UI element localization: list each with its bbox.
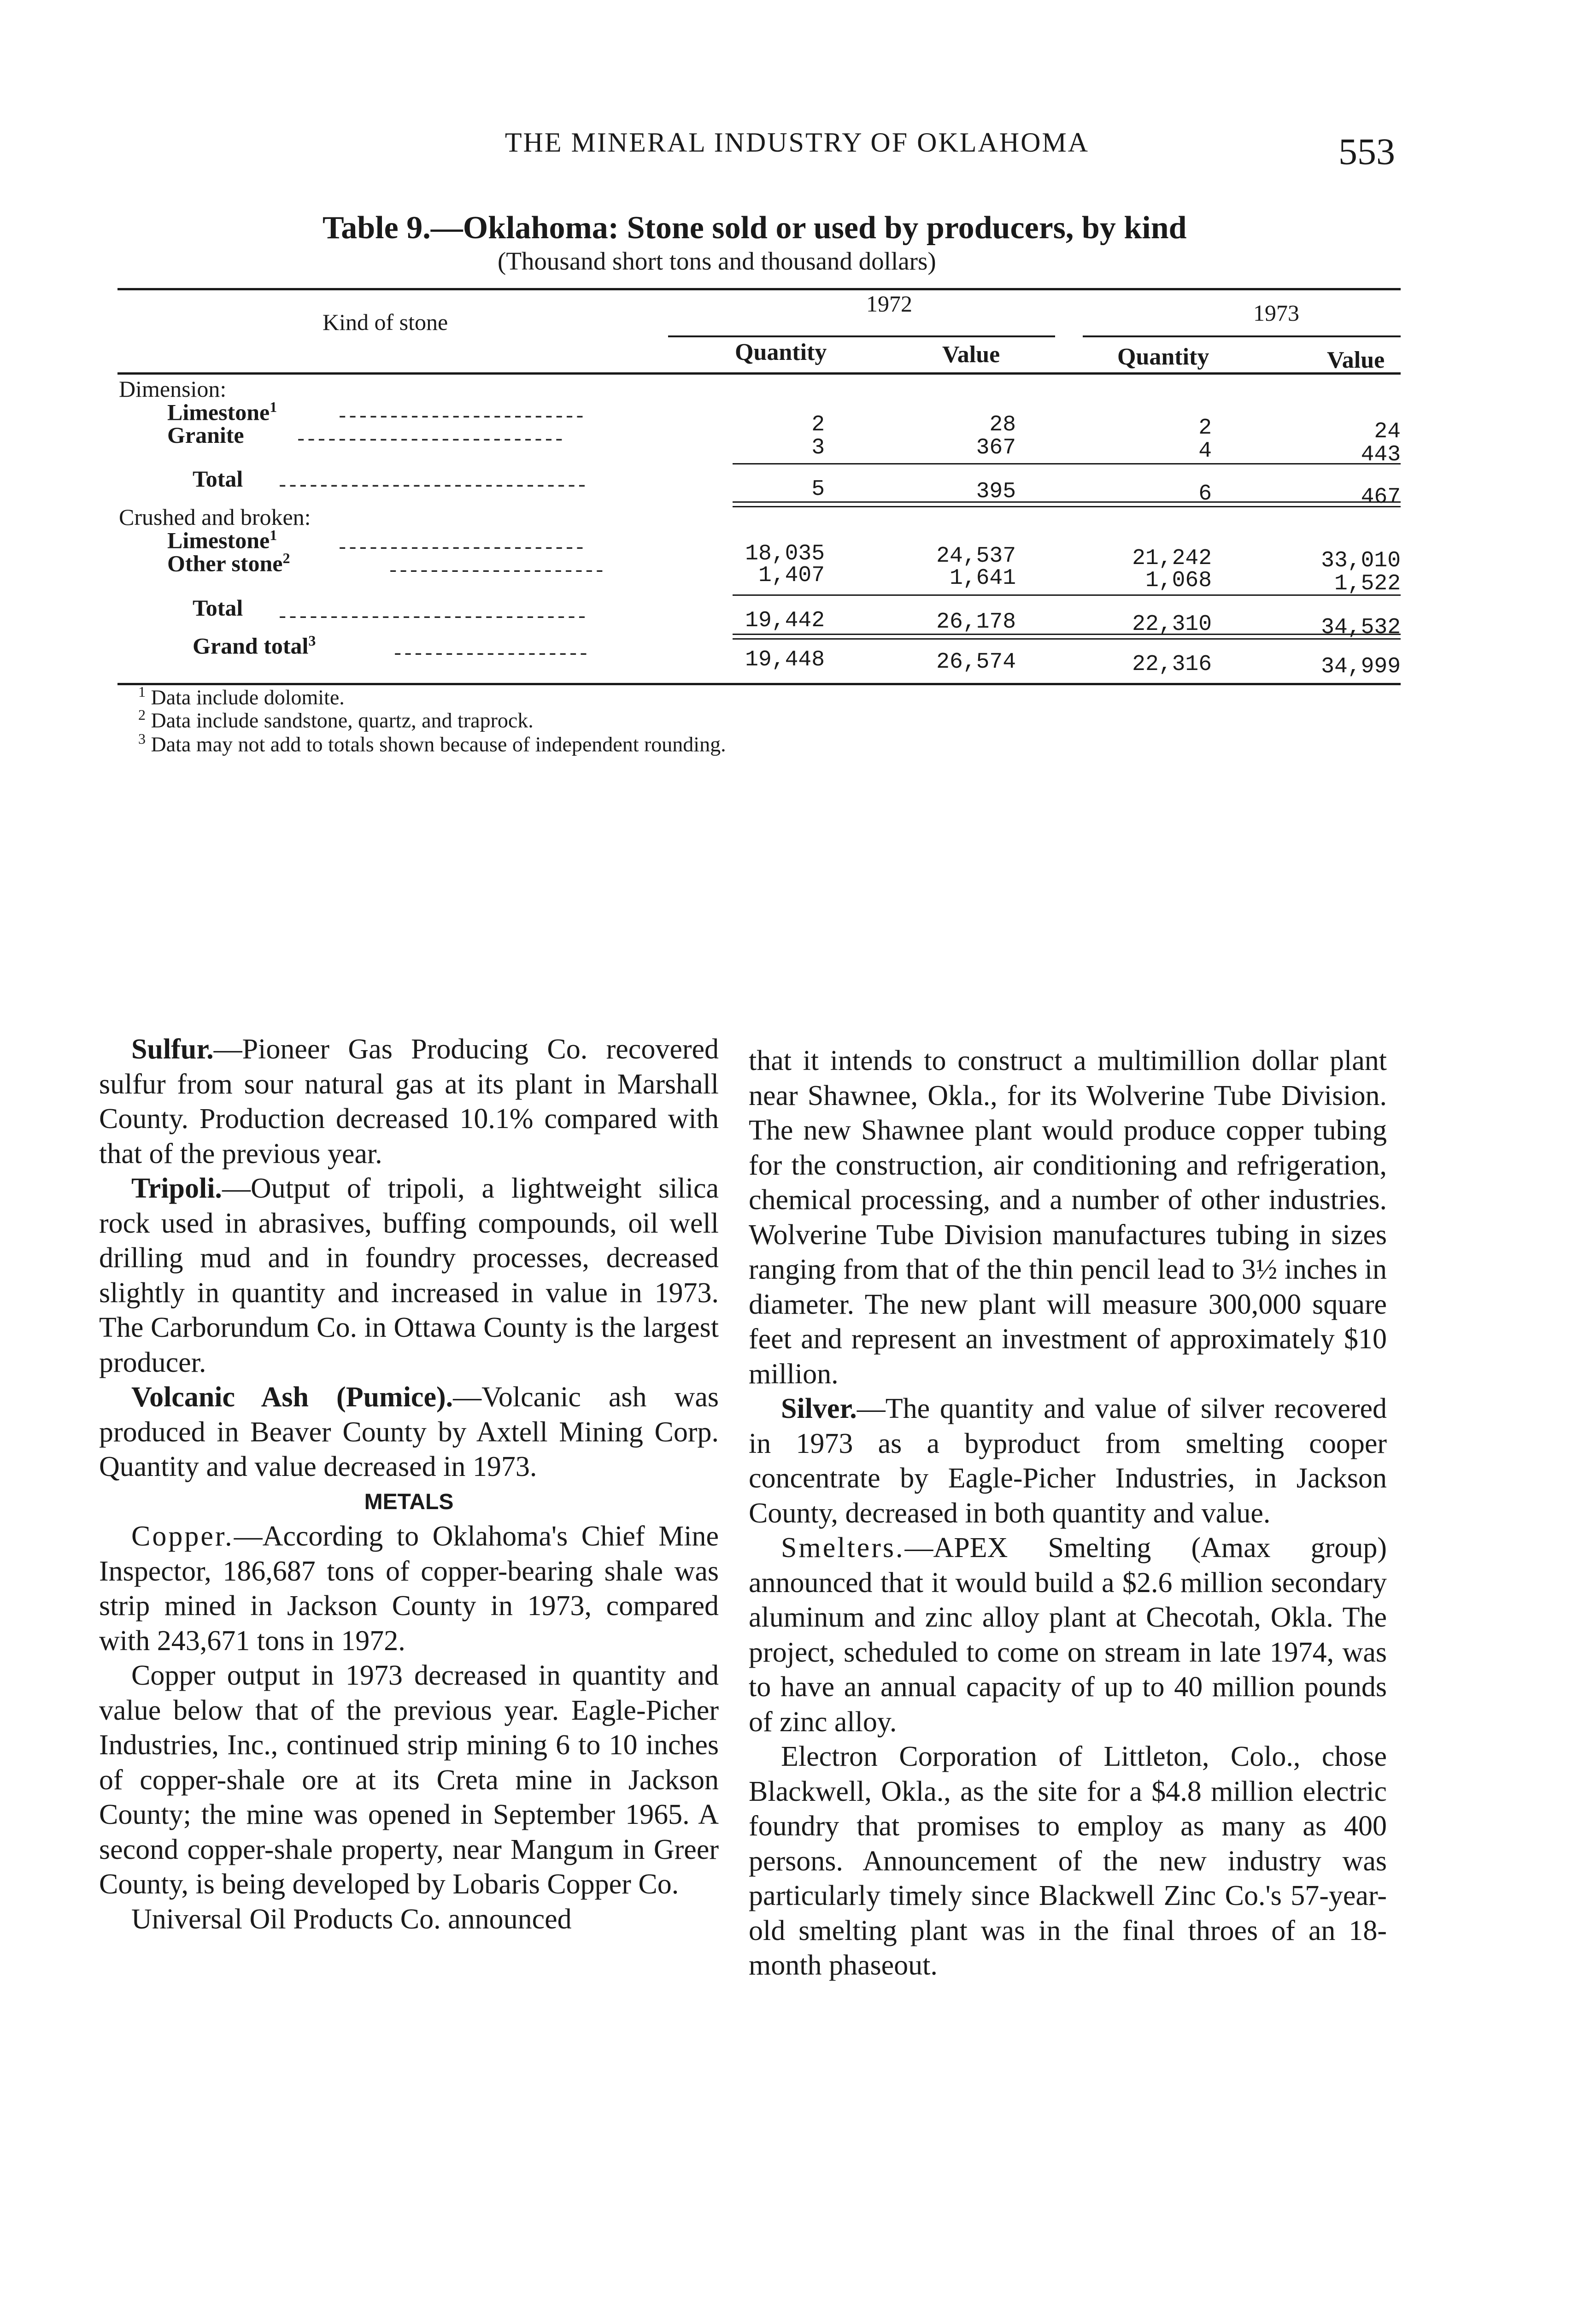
paragraph-sulfur: Sulfur.—Pioneer Gas Producing Co. recovered sulfur from sour natural gas at its plant in Marshall County. Production decreased 10.1% compared with that of the previous year.: [99, 1034, 719, 1170]
cell: 34,532: [1321, 615, 1401, 640]
page-number: 553: [1338, 130, 1395, 172]
cell: 1,068: [1145, 568, 1212, 593]
paragraph-silver: Silver.—The quantity and value of silver recovered in 1973 as a byproduct from smelting cooper concentrate by Eagle-Picher Industries, in Jackson County, decreased in both quantity and value.: [749, 1393, 1387, 1529]
dot-leader: --------------------------: [295, 429, 563, 452]
cell: 443: [1361, 442, 1401, 467]
paragraph-tripoli: Tripoli.—Output of tripoli, a lightweight silica rock used in abrasives, buffing compounds, oil well drilling mud and in foundry processes, decreased slightly in quantity and increased in value in 1973. The Carborundum Co. in Ottawa County is the largest producer.: [99, 1173, 719, 1378]
paragraph-volcanic-ash: Volcanic Ash (Pumice).—Volcanic ash was produced in Beaver County by Axtell Mining Corp. Quantity and value decreased in 1973.: [99, 1381, 719, 1482]
section-heading-metals: METALS: [364, 1489, 454, 1514]
paragraph-copper-3-continued: that it intends to construct a multimillion dollar plant near Shawnee, Okla., for its Wolverine Tube Division. The new Shawnee plant would produce copper tubing for the construction, air conditioning and refrigeration, chemical processing, and a number of other industries. Wolverine Tube Division manufactures tubing in sizes ranging from that of the thin pencil lead to 3½ inches in diameter. The new plant will measure 300,000 square feet and represent an investment of approximately $10 million.: [749, 1045, 1387, 1390]
runin-head: Tripoli.: [131, 1173, 222, 1204]
cell: 3: [811, 435, 825, 460]
row-label: Limestone$^1$: [167, 527, 277, 553]
cell: 4: [1198, 439, 1212, 464]
dot-leader: ------------------------------: [276, 475, 587, 498]
footnote: $^1$ Data include dolomite.: [138, 683, 345, 709]
paragraph-smelters: Smelters.—APEX Smelting (Amax group) announced that it would build a $2.6 million secondary aluminum and zinc alloy plant at Checotah, Okla. The project, scheduled to come on stream in late 1974, was to have an annual capacity of up to 40 million pounds of zinc alloy.: [749, 1532, 1387, 1738]
year-1973-rule: [1083, 335, 1401, 337]
group-label-dimension: Dimension:: [119, 376, 227, 402]
group-label-crushed: Crushed and broken:: [119, 504, 311, 530]
dot-leader: ---------------------: [387, 560, 604, 583]
table-subtitle: (Thousand short tons and thousand dollars): [498, 247, 936, 275]
paragraph-copper: Copper.—According to Oklahoma's Chief Mine Inspector, 186,687 tons of copper-bearing shale was strip mined in Jackson County in 1973, compared with 243,671 tons in 1972.: [99, 1521, 719, 1657]
cell: 34,999: [1321, 654, 1401, 679]
cell: 28: [989, 412, 1016, 437]
cell: 19,442: [745, 608, 825, 633]
year-header-1972: 1972: [866, 291, 912, 317]
row-label-total: Total: [193, 466, 243, 492]
paragraph-copper-2: Copper output in 1973 decreased in quantity and value below that of the previous year. Eagle-Picher Industries, Inc., continued strip mining 6 to 10 inches of copper-shale ore at its Creta mine in Jackson County; the mine was opened in September 1965. A second copper-shale property, near Mangum in Greer County, is being developed by Lobaris Copper Co.: [99, 1660, 719, 1900]
cell: 24,537: [936, 544, 1016, 569]
cell: 395: [976, 479, 1016, 504]
year-1972-rule: [668, 335, 1055, 337]
year-header-1973: 1973: [1253, 300, 1299, 326]
row-label-grand-total: Grand total$^3$: [193, 632, 316, 659]
runin-head: Smelters.: [781, 1532, 905, 1563]
row-label-total: Total: [193, 595, 243, 621]
cell: 2: [811, 412, 825, 437]
cell: 21,242: [1132, 546, 1212, 571]
cell: 26,574: [936, 650, 1016, 675]
footnote: $^3$ Data may not add to totals shown because of independent rounding.: [138, 730, 726, 756]
row-label: Granite: [167, 422, 244, 448]
dot-leader: -------------------: [392, 643, 588, 666]
dot-leader: ------------------------------: [276, 606, 587, 629]
table-title: Table 9.—Oklahoma: Stone sold or used by producers, by kind: [323, 210, 1187, 246]
cell: 367: [976, 435, 1016, 460]
row-label: Limestone$^1$: [167, 399, 277, 425]
cell: 1,522: [1334, 571, 1401, 596]
cell: 18,035: [745, 541, 825, 566]
runin-head: Copper.: [131, 1521, 234, 1552]
header-bottom-rule: [117, 372, 1401, 375]
table-top-rule: [117, 288, 1401, 290]
footnote: $^2$ Data include sandstone, quartz, and traprock.: [138, 706, 534, 732]
paragraph-copper-3: Universal Oil Products Co. announced: [131, 1903, 572, 1935]
cell: 1,407: [758, 563, 825, 588]
cell: 26,178: [936, 610, 1016, 635]
cell: 33,010: [1321, 548, 1401, 573]
col-quantity-1972: Quantity: [735, 339, 827, 365]
right-column: [749, 1044, 1387, 1983]
dot-leader: ------------------------: [336, 406, 584, 429]
cell: 1,641: [949, 566, 1016, 591]
runin-head: Sulfur.: [131, 1034, 214, 1065]
row-label: Other stone$^2$: [167, 550, 290, 576]
runin-head: Silver.: [781, 1393, 857, 1424]
cell: 5: [811, 477, 825, 502]
col-value-1972: Value: [942, 341, 1000, 368]
cell: 467: [1361, 485, 1401, 510]
col-quantity-1973: Quantity: [1117, 344, 1209, 370]
cell: 19,448: [745, 647, 825, 672]
cell: 2: [1198, 416, 1212, 441]
col-value-1973: Value: [1327, 347, 1385, 373]
left-column: [99, 1032, 719, 1937]
cell: 24: [1374, 419, 1401, 444]
paragraph-electron: Electron Corporation of Littleton, Colo., chose Blackwell, Okla., as the site for a $4.8 million electric foundry that promises to employ as many as 400 persons. Announcement of the new industry was particularly timely since Blackwell Zinc Co.'s 57-year-old smelting plant was in the final throes of an 18-month phaseout.: [749, 1741, 1387, 1981]
cell: 22,316: [1132, 652, 1212, 677]
stub-header: Kind of stone: [323, 309, 448, 335]
runin-head: Volcanic Ash (Pumice).: [131, 1381, 453, 1413]
cell: 6: [1198, 482, 1212, 506]
dot-leader: ------------------------: [336, 537, 584, 560]
running-head: THE MINERAL INDUSTRY OF OKLAHOMA: [505, 127, 1090, 158]
cell: 22,310: [1132, 612, 1212, 637]
